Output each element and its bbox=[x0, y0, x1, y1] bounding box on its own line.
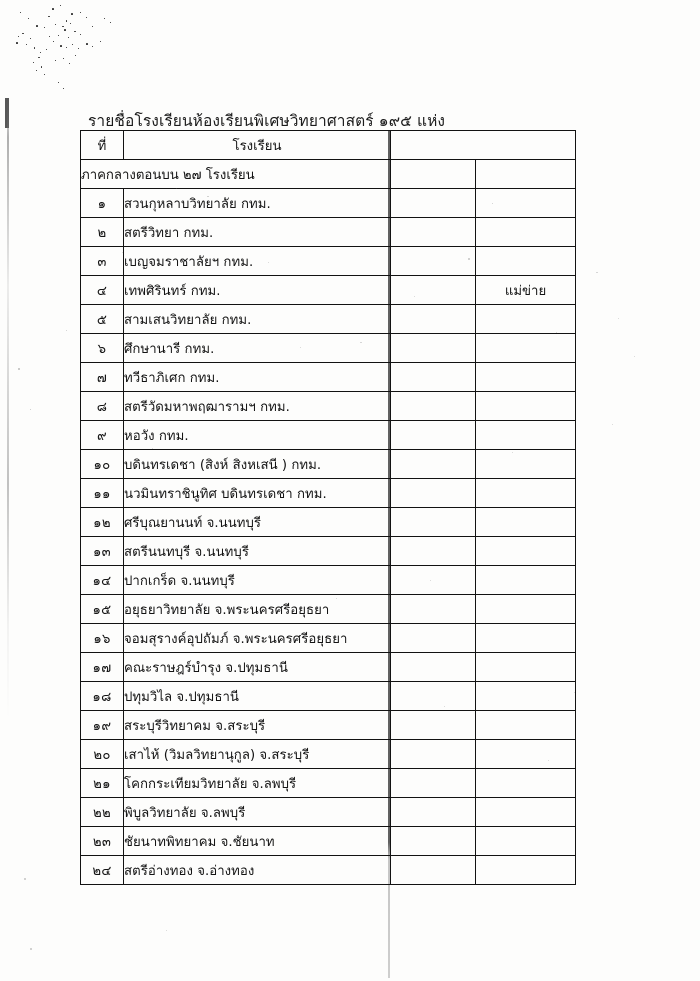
row-mid-cell bbox=[391, 508, 476, 537]
table-row bbox=[81, 856, 576, 885]
table-row bbox=[81, 740, 576, 769]
row-number: ๓ bbox=[81, 247, 124, 276]
school-name: สตรีอ่างทอง จ.อ่างทอง bbox=[124, 856, 391, 885]
school-name: สตรีนนทบุรี จ.นนทบุรี bbox=[124, 537, 391, 566]
row-mid-cell bbox=[391, 537, 476, 566]
row-network-cell bbox=[476, 218, 576, 247]
row-network-cell bbox=[476, 247, 576, 276]
scan-speckle-artifacts bbox=[0, 0, 160, 110]
school-name: หอวัง กทม. bbox=[124, 421, 391, 450]
table-row bbox=[81, 363, 576, 392]
row-number: ๑๑ bbox=[81, 479, 124, 508]
row-mid-cell bbox=[391, 653, 476, 682]
row-network-cell bbox=[476, 189, 576, 218]
row-network-cell bbox=[476, 305, 576, 334]
school-name: สามเสนวิทยาลัย กทม. bbox=[124, 305, 391, 334]
column-header-blank bbox=[391, 131, 576, 160]
school-name: คณะราษฎร์บำรุง จ.ปทุมธานี bbox=[124, 653, 391, 682]
table-row bbox=[81, 653, 576, 682]
table-row bbox=[81, 595, 576, 624]
row-number: ๒๓ bbox=[81, 827, 124, 856]
column-header-school: โรงเรียน bbox=[124, 131, 391, 160]
section-mid-cell bbox=[391, 160, 476, 189]
school-name: สวนกุหลาบวิทยาลัย กทม. bbox=[124, 189, 391, 218]
row-number: ๖ bbox=[81, 334, 124, 363]
row-number: ๑๓ bbox=[81, 537, 124, 566]
row-network-cell bbox=[476, 798, 576, 827]
table-row bbox=[81, 827, 576, 856]
row-network-cell bbox=[476, 624, 576, 653]
table-row bbox=[81, 682, 576, 711]
row-number: ๑๒ bbox=[81, 508, 124, 537]
row-number: ๒๐ bbox=[81, 740, 124, 769]
table-row bbox=[81, 508, 576, 537]
table-row bbox=[81, 769, 576, 798]
row-network-cell: แม่ข่าย bbox=[476, 276, 576, 305]
school-name: ศรีบุณยานนท์ จ.นนทบุรี bbox=[124, 508, 391, 537]
table-row bbox=[81, 479, 576, 508]
row-number: ๒๑ bbox=[81, 769, 124, 798]
row-network-cell bbox=[476, 363, 576, 392]
row-mid-cell bbox=[391, 682, 476, 711]
row-number: ๑๕ bbox=[81, 595, 124, 624]
section-label: ภาคกลางตอนบน ๒๗ โรงเรียน bbox=[81, 160, 391, 189]
table-row bbox=[81, 624, 576, 653]
row-network-cell bbox=[476, 711, 576, 740]
row-mid-cell bbox=[391, 566, 476, 595]
section-header-row bbox=[81, 160, 576, 189]
row-mid-cell bbox=[391, 479, 476, 508]
school-name: บดินทรเดชา (สิงห์ สิงหเสนี ) กทม. bbox=[124, 450, 391, 479]
row-mid-cell bbox=[391, 856, 476, 885]
row-network-cell bbox=[476, 508, 576, 537]
row-network-cell bbox=[476, 595, 576, 624]
row-mid-cell bbox=[391, 363, 476, 392]
school-name: ชัยนาทพิทยาคม จ.ชัยนาท bbox=[124, 827, 391, 856]
row-mid-cell bbox=[391, 334, 476, 363]
row-mid-cell bbox=[391, 740, 476, 769]
school-name: ทวีธาภิเศก กทม. bbox=[124, 363, 391, 392]
school-name: สตรีวัดมหาพฤฒารามฯ กทม. bbox=[124, 392, 391, 421]
row-mid-cell bbox=[391, 827, 476, 856]
row-number: ๒๒ bbox=[81, 798, 124, 827]
school-name: อยุธยาวิทยาลัย จ.พระนครศรีอยุธยา bbox=[124, 595, 391, 624]
row-mid-cell bbox=[391, 595, 476, 624]
row-network-cell bbox=[476, 566, 576, 595]
school-name: สระบุรีวิทยาคม จ.สระบุรี bbox=[124, 711, 391, 740]
row-mid-cell bbox=[391, 276, 476, 305]
row-mid-cell bbox=[391, 218, 476, 247]
row-network-cell bbox=[476, 740, 576, 769]
row-network-cell bbox=[476, 334, 576, 363]
row-mid-cell bbox=[391, 711, 476, 740]
school-name: จอมสุรางค์อุปถัมภ์ จ.พระนครศรีอยุธยา bbox=[124, 624, 391, 653]
row-number: ๗ bbox=[81, 363, 124, 392]
school-name: เสาไห้ (วิมลวิทยานุกูล) จ.สระบุรี bbox=[124, 740, 391, 769]
school-name: ปากเกร็ด จ.นนทบุรี bbox=[124, 566, 391, 595]
table-row bbox=[81, 276, 576, 305]
row-network-cell bbox=[476, 827, 576, 856]
school-name: เบญจมราชาลัยฯ กทม. bbox=[124, 247, 391, 276]
row-mid-cell bbox=[391, 392, 476, 421]
section-net-cell bbox=[476, 160, 576, 189]
row-network-cell bbox=[476, 450, 576, 479]
row-mid-cell bbox=[391, 247, 476, 276]
table-header-row bbox=[81, 131, 576, 160]
table-row bbox=[81, 392, 576, 421]
row-number: ๕ bbox=[81, 305, 124, 334]
school-name: พิบูลวิทยาลัย จ.ลพบุรี bbox=[124, 798, 391, 827]
table-row bbox=[81, 247, 576, 276]
row-number: ๑๐ bbox=[81, 450, 124, 479]
row-number: ๑ bbox=[81, 189, 124, 218]
table-row bbox=[81, 421, 576, 450]
row-number: ๒๔ bbox=[81, 856, 124, 885]
school-name: นวมินทราชินูทิศ บดินทรเดชา กทม. bbox=[124, 479, 391, 508]
row-number: ๔ bbox=[81, 276, 124, 305]
table-row bbox=[81, 450, 576, 479]
row-number: ๒ bbox=[81, 218, 124, 247]
table-row bbox=[81, 798, 576, 827]
row-network-cell bbox=[476, 769, 576, 798]
table-row bbox=[81, 537, 576, 566]
school-name: ศึกษานารี กทม. bbox=[124, 334, 391, 363]
row-mid-cell bbox=[391, 305, 476, 334]
scan-left-margin-line bbox=[7, 100, 9, 720]
row-number: ๑๙ bbox=[81, 711, 124, 740]
page-title: รายชื่อโรงเรียนห้องเรียนพิเศษวิทยาศาสตร์ ๑๙๕ แห่ง bbox=[88, 112, 446, 130]
row-mid-cell bbox=[391, 421, 476, 450]
table-row bbox=[81, 566, 576, 595]
row-network-cell bbox=[476, 392, 576, 421]
row-network-cell bbox=[476, 653, 576, 682]
school-name: โคกกระเทียมวิทยาลัย จ.ลพบุรี bbox=[124, 769, 391, 798]
row-mid-cell bbox=[391, 450, 476, 479]
school-list-table bbox=[80, 130, 576, 885]
row-number: ๑๘ bbox=[81, 682, 124, 711]
row-network-cell bbox=[476, 856, 576, 885]
row-mid-cell bbox=[391, 798, 476, 827]
row-network-cell bbox=[476, 479, 576, 508]
row-mid-cell bbox=[391, 624, 476, 653]
table-row bbox=[81, 334, 576, 363]
table-row bbox=[81, 305, 576, 334]
row-mid-cell bbox=[391, 769, 476, 798]
row-number: ๙ bbox=[81, 421, 124, 450]
table-row bbox=[81, 218, 576, 247]
row-number: ๑๗ bbox=[81, 653, 124, 682]
row-network-cell bbox=[476, 537, 576, 566]
row-network-cell bbox=[476, 682, 576, 711]
school-name: เทพศิรินทร์ กทม. bbox=[124, 276, 391, 305]
column-header-no: ที่ bbox=[81, 131, 124, 160]
school-name: ปทุมวิไล จ.ปทุมธานี bbox=[124, 682, 391, 711]
row-network-cell bbox=[476, 421, 576, 450]
row-mid-cell bbox=[391, 189, 476, 218]
school-name: สตรีวิทยา กทม. bbox=[124, 218, 391, 247]
table-row bbox=[81, 711, 576, 740]
row-number: ๑๖ bbox=[81, 624, 124, 653]
table-row bbox=[81, 189, 576, 218]
row-number: ๑๔ bbox=[81, 566, 124, 595]
row-number: ๘ bbox=[81, 392, 124, 421]
